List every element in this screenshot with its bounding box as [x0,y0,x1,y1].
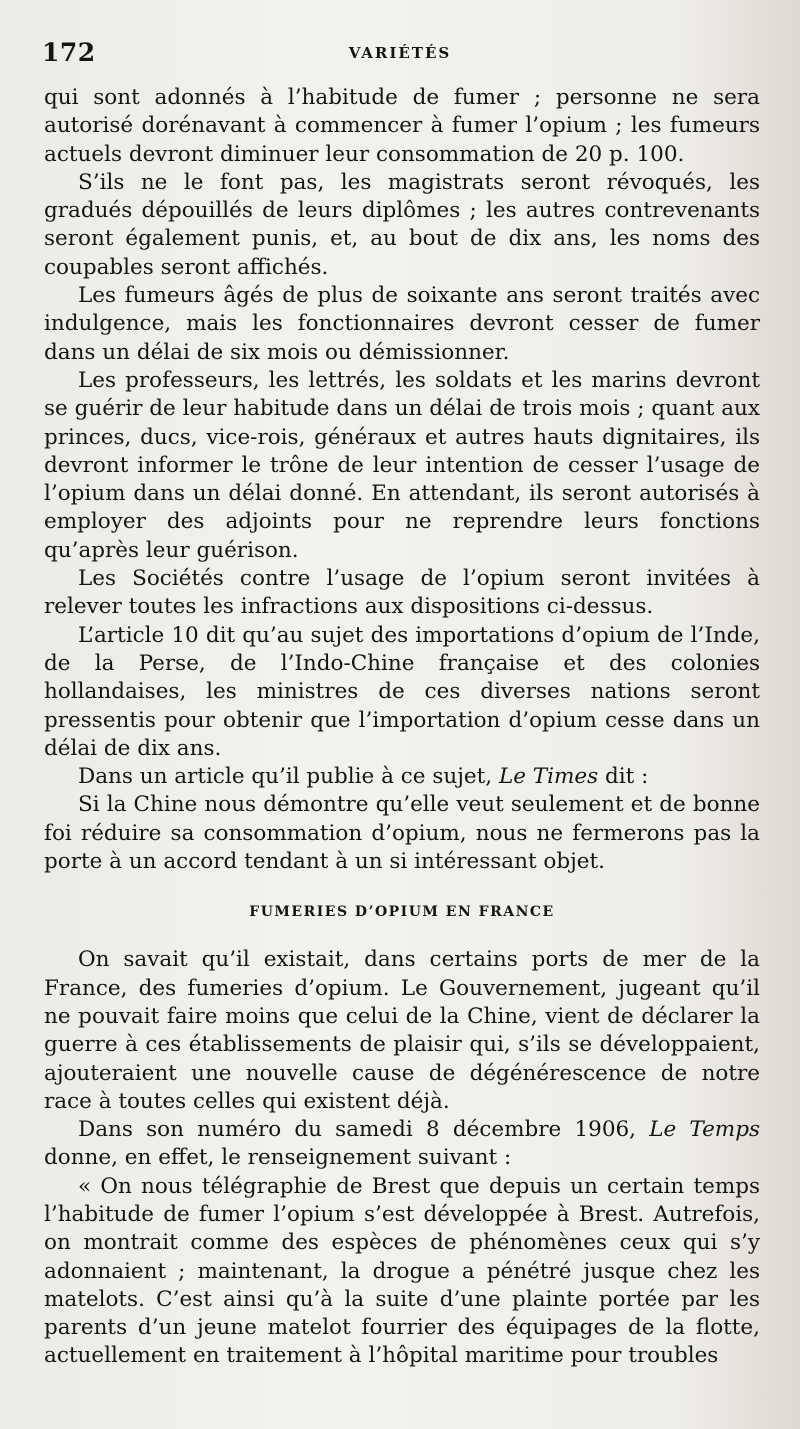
paragraph-societies: Les Sociétés contre l’usage de l’opium seront invitées à relever toutes les infractions aux dispositions ci-dessus. [44,566,760,620]
times-intro-after: dit : [598,764,649,790]
paragraph-article-10: L’article 10 dit qu’au sujet des importations d’opium de l’Inde, de la Perse, de l’Indo-Chine française et des colonies hollandaises, les ministres de ces diverses nations seront pressentis pour obtenir que l’importation d’opium cesse dans un délai de dix ans. [44,622,760,761]
running-title: VARIÉTÉS [348,44,452,62]
paragraph-fumeries: On savait qu’il existait, dans certains ports de mer de la France, des fumeries d’opium. Le Gouvernement, jugeant qu’il ne pouvait faire moins que celui de la Chine, vient de déclarer la guerre à ces établissements de plaisir qui, s’ils se développaient, ajouteraient une nouvelle cause de dégénérescence de notre race à toutes celles qui existent déjà. [44,947,760,1114]
paragraph-times-intro [44,763,760,791]
paragraph-times-quote: Si la Chine nous démontre qu’elle veut seulement et de bonne foi réduire sa consommation d’opium, nous ne fermerons pas la porte à un accord tendant à un si intéressant objet. [44,792,760,875]
section-heading: FUMERIES D’OPIUM EN FRANCE [249,904,555,921]
page-number: 172 [42,38,96,67]
temps-intro-after: donne, en effet, le renseignement suivant : [44,1145,512,1171]
times-intro-before: Dans un article qu’il publie à ce sujet, [78,764,499,790]
body-text [44,84,760,1371]
paragraph-professionals: Les professeurs, les lettrés, les soldats et les marins devront se guérir de leur habitude dans un délai de trois mois ; quant aux princes, ducs, vice-rois, généraux et autres hauts dignitaires, ils devront informer le trône de leur intention de cesser l’usage de l’opium dans un délai donné. En attendant, ils seront autorisés à employer des adjoints pour ne reprendre leurs fonctions qu’après leur guérison. [44,367,760,563]
paragraph-temps-intro [44,1116,760,1173]
temps-name: Le Temps [649,1117,760,1143]
paragraph-sanctions: S’ils ne le font pas, les magistrats seront révoqués, les gradués dépouillés de leurs diplômes ; les autres contrevenants seront également punis, et, au bout de dix ans, les noms des coupables seront affichés. [44,169,760,280]
paragraph-continuation: qui sont adonnés à l’habitude de fumer ; personne ne sera autorisé dorénavant à commencer à fumer l’opium ; les fumeurs actuels devront diminuer leur consommation de 20 p. 100. [44,85,760,167]
temps-intro-before: Dans son numéro du samedi 8 décembre 1906, [78,1117,650,1143]
times-name: Le Times [498,764,599,790]
paragraph-brest-quote: « On nous télégraphie de Brest que depuis un certain temps l’habitude de fumer l’opium s’est développée à Brest. Autrefois, on montrait comme des espèces de phénomènes ceux qui s’y adonnaient ; maintenant, la drogue a pénétré jusque chez les matelots. C’est ainsi qu’à la suite d’une plainte portée par les parents d’un jeune matelot fourrier des équipages de la flotte, actuellement en traitement à l’hôpital maritime pour troubles [44,1173,760,1369]
paragraph-elderly-smokers: Les fumeurs âgés de plus de soixante ans seront traités avec indulgence, mais les fonctionnaires devront cesser de fumer dans un délai de six mois ou démissionner. [44,283,760,365]
